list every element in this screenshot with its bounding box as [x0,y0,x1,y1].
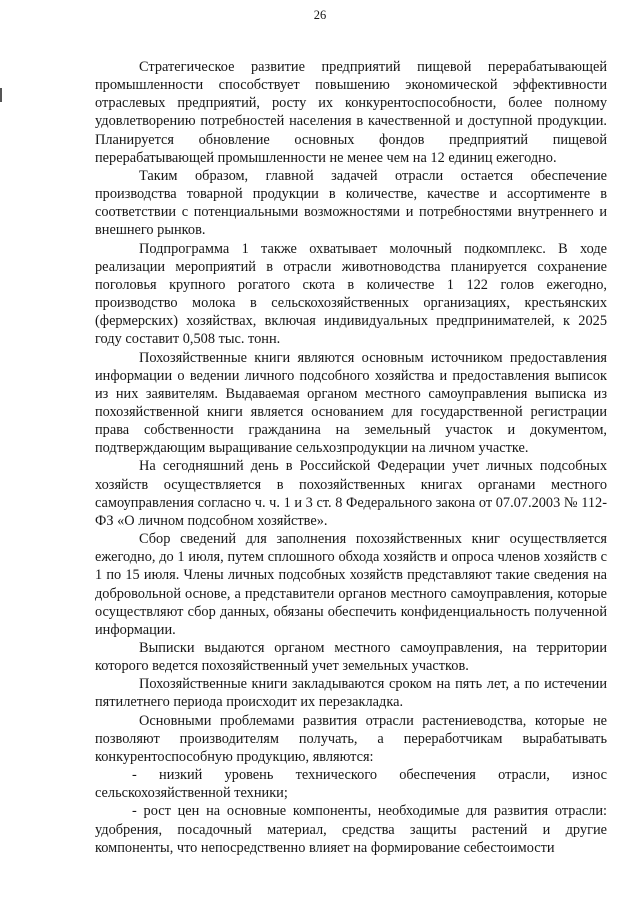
paragraph-dairy-subcomplex: Подпрограмма 1 также охватывает молочный подкомплекс. В ходе реализации мероприятий в отрасли животноводства планируется сохранение поголовья крупного рогатого скота в количестве 1 122 голов ежегодно, производство молока в сельскохозяйственных организациях, крестьянских (фермерских) хозяйствах, включая индивидуальных предпринимателей, к 2025 году составит 0,508 тыс. тонн. [95,240,607,348]
paragraph-data-collection: Сбор сведений для заполнения похозяйственных книг осуществляется ежегодно, до 1 июля, путем сплошного обхода хозяйств и опроса членов хозяйств с 1 по 15 июля. Члены личных подсобных хозяйств представляют такие сведения на добровольной основе, а представители органов местного самоуправления, которые осуществляют сбор данных, обязаны обеспечить конфиденциальность полученной информации. [95,531,607,638]
paragraph-book-term: Похозяйственные книги закладываются сроком на пять лет, а по истечении пятилетнего периода происходит их перезакладка. [95,676,607,711]
list-item-technical-support: - низкий уровень технического обеспечения отрасли, износ сельскохозяйственной техники; [95,767,607,802]
list-item-price-growth: - рост цен на основные компоненты, необходимые для развития отрасли: удобрения, посадочный материал, средства защиты растений и другие компоненты, что непосредственно влияет на формирование себестоимости [95,803,607,856]
paragraph-federal-law: На сегодняшний день в Российской Федерации учет личных подсобных хозяйств осуществляется в похозяйственных книгах органами местного самоуправления согласно ч. ч. 1 и 3 ст. 8 Федерального закона от 07.07.2003 № 112-ФЗ «О личном подсобном хозяйстве». [95,458,607,529]
paragraph-household-books: Похозяйственные книги являются основным источником предоставления информации о ведении личного подсобного хозяйства и предоставления выписок из них заявителям. Выдаваемая органом местного самоуправления выписка из похозяйственной книги является основанием для государственной регистрации права собственности гражданина на земельный участок и документом, подтверждающим выращивание сельхозпродукции на личном участке. [95,349,607,457]
paragraph-extracts: Выписки выдаются органом местного самоуправления, на территории которого ведется похозяйственный учет земельных участков. [95,640,607,675]
page-number: 26 [313,8,327,22]
document-body [95,58,607,857]
paragraph-main-task: Таким образом, главной задачей отрасли остается обеспечение производства товарной продукции в количестве, качестве и ассортименте в соответствии с потенциальными возможностями и потребностями внутреннего и внешнего рынков. [95,167,607,239]
paragraph-main-problems: Основными проблемами развития отрасли растениеводства, которые не позволяют производителям получать, а переработчикам вырабатывать конкурентоспособную продукцию, являются: [95,712,607,765]
margin-mark [0,88,2,102]
paragraph-food-industry: Стратегическое развитие предприятий пищевой перерабатывающей промышленности способствует повышению экономической эффективности отраслевых предприятий, росту их конкурентоспособности, более полному удовлетворению потребностей населения в качественной и доступной продукции. Планируется обновление основных фондов предприятий пищевой перерабатывающей промышленности не менее чем на 12 единиц ежегодно. [95,59,607,166]
